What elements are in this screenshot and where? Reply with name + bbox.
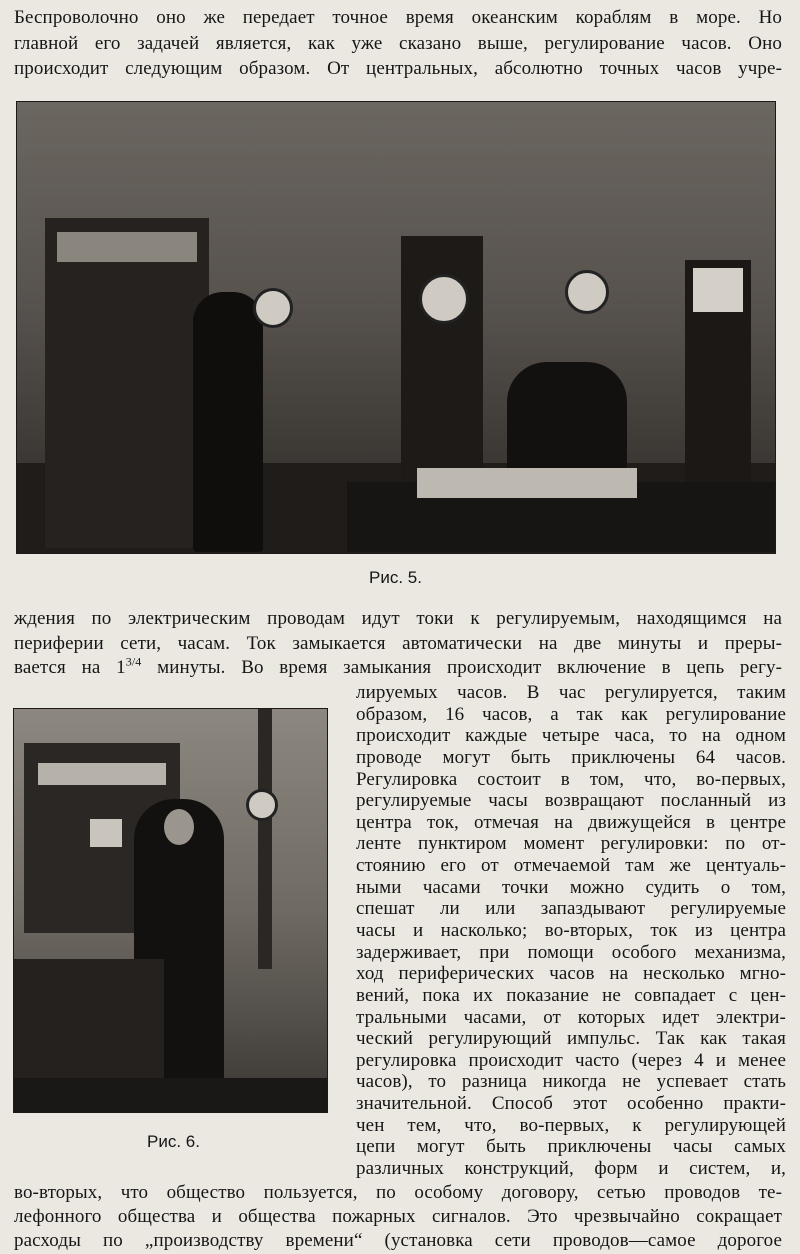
text-line: ческий регулирующий импульс. Так как такая — [356, 1028, 786, 1049]
text-line: проводе могут быть приключены 64 часов. — [356, 747, 786, 768]
text-line: чен тем, что, во-первых, к регулирующей — [356, 1115, 786, 1136]
figure-6-caption: Рис. 6. — [147, 1132, 200, 1151]
text-line: расходы по „производству времени“ (установка сети проводов—самое дорогое — [14, 1230, 782, 1251]
fraction: 3/4 — [125, 654, 142, 669]
text-line: происходит следующим образом. От центральных, абсолютно точных часов учре- — [14, 58, 782, 79]
text-line: задерживает, при помощи особого механизма, — [356, 942, 786, 963]
text-line: различных конструкций, форм и систем, и, — [356, 1158, 786, 1179]
text-line: часы и насколько; во-вторых, ток из центра — [356, 920, 786, 941]
text-line: образом, 16 часов, а так как регулирование — [356, 704, 786, 725]
text-line: тральными часами, от которых идет электри- — [356, 1007, 786, 1028]
text-span: минуты. Во время замыкания происходит включение в цепь регу- — [157, 657, 782, 678]
text-line: центра ток, отмечая на движущейся в центре — [356, 812, 786, 833]
text-line: лефонного общества и общества пожарных сигналов. Это чрезвычайно сокращает — [14, 1206, 782, 1227]
text-line: ждения по электрическим проводам идут токи к регулируемым, находящимся на — [14, 608, 782, 629]
text-line: цепи могут быть приключены часы самых — [356, 1136, 786, 1157]
text-line: стоянию его от отмечаемой там же центуаль- — [356, 855, 786, 876]
text-span: вается на 1 — [14, 657, 126, 678]
text-line: регулировка происходит часто (через 4 и менее — [356, 1050, 786, 1071]
text-line: часов), то разница никогда не успевает стать — [356, 1071, 786, 1092]
text-line: вений, пока их показание не совпадает с цен- — [356, 985, 786, 1006]
text-line: спешат ли или запаздывают регулируемые — [356, 898, 786, 919]
text-line: во-вторых, что общество пользуется, по особому договору, сетью проводов те- — [14, 1182, 782, 1203]
text-line: ными часами точки можно судить о том, — [356, 877, 786, 898]
text-line: Беспроволочно оно же передает точное время океанским кораблям в море. Но — [14, 7, 782, 28]
text-line: происходит каждые четыре часа, то на одном — [356, 725, 786, 746]
figure-5-caption: Рис. 5. — [369, 568, 422, 587]
text-line: главной его задачей является, как уже сказано выше, регулирование часов. Оно — [14, 33, 782, 54]
text-line: значительной. Способ этот особенно практи- — [356, 1093, 786, 1114]
text-line: ход периферических часов на несколько мгно- — [356, 963, 786, 984]
text-line: периферии сети, часам. Ток замыкается автоматически на две минуты и преры- — [14, 633, 782, 654]
text-line: регулируемые часы возвращают посланный из — [356, 790, 786, 811]
text-line: Регулировка состоит в том, что, во-первых, — [356, 769, 786, 790]
text-line: ленте пунктиром момент регулировки: по от- — [356, 833, 786, 854]
text-line: лируемых часов. В час регулируется, таким — [356, 682, 786, 703]
